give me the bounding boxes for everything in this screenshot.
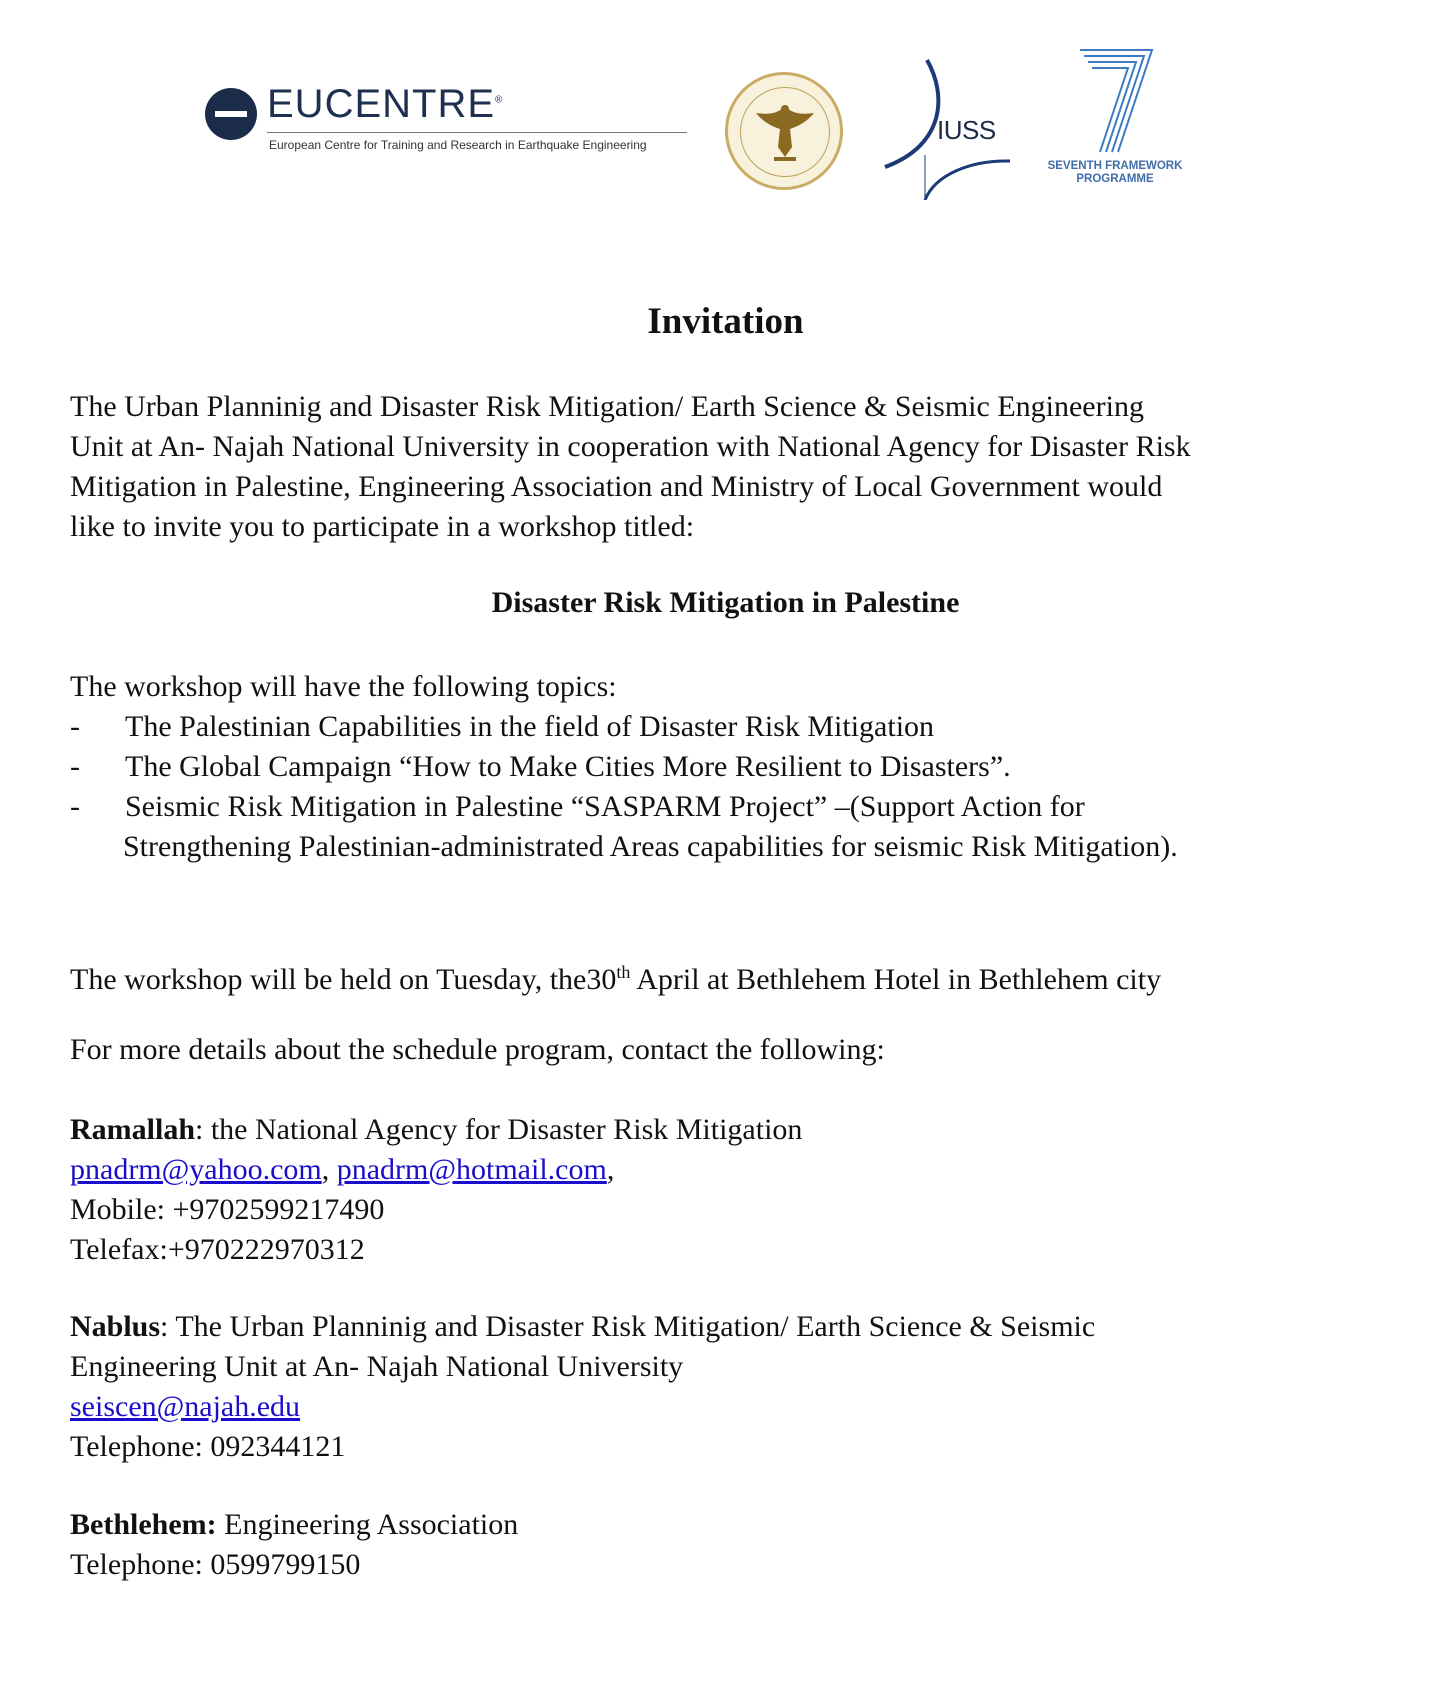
eucentre-name: EUCENTRE®	[267, 82, 504, 126]
university-seal-logo	[725, 72, 843, 190]
eagle-icon	[750, 95, 820, 167]
ramallah-label: Ramallah	[70, 1113, 196, 1146]
topic-text: The Global Campaign “How to Make Cities More Resilient to Disasters”.	[125, 750, 1011, 783]
bullet-dash: -	[70, 750, 80, 783]
ramallah-telefax: Telefax:+970222970312	[70, 1233, 365, 1266]
logo-strip	[185, 30, 1265, 200]
intro-line: Unit at An- Najah National University in cooperation with National Agency for Disaster Risk	[70, 430, 1191, 463]
fp7-logo	[1040, 42, 1190, 202]
schedule-line: The workshop will be held on Tuesday, the30th April at Bethlehem Hotel in Bethlehem city	[70, 962, 1162, 996]
intro-line: like to invite you to participate in a workshop titled:	[70, 510, 695, 543]
eucentre-logo	[205, 80, 690, 160]
iuss-logo	[875, 55, 1015, 200]
email-link-hotmail[interactable]: pnadrm@hotmail.com	[336, 1153, 607, 1186]
topic-text: The Palestinian Capabilities in the field of Disaster Risk Mitigation	[125, 710, 935, 743]
seven-icon	[1040, 42, 1190, 160]
contact-intro: For more details about the schedule program, contact the following:	[70, 1033, 885, 1066]
bethlehem-label: Bethlehem:	[70, 1508, 217, 1541]
workshop-title: Disaster Risk Mitigation in Palestine	[491, 586, 960, 619]
ramallah-mobile: Mobile: +9702599217490	[70, 1193, 385, 1226]
bullet-dash: -	[70, 790, 80, 823]
topics-intro: The workshop will have the following topics:	[70, 670, 617, 703]
bullet-dash: -	[70, 710, 80, 743]
topic-text-continued: Strengthening Palestinian-administrated Areas capabilities for seismic Risk Mitigation).	[123, 830, 1178, 863]
topic-text: Seismic Risk Mitigation in Palestine “SASPARM Project” –(Support Action for	[125, 790, 1085, 823]
nablus-telephone: Telephone: 092344121	[70, 1430, 346, 1463]
ramallah-emails: pnadrm@yahoo.com, pnadrm@hotmail.com,	[70, 1153, 615, 1186]
intro-line: Mitigation in Palestine, Engineering Association and Ministry of Local Government would	[70, 470, 1163, 503]
ramallah-heading: Ramallah: the National Agency for Disaster Risk Mitigation	[70, 1113, 803, 1146]
nablus-email	[70, 1387, 300, 1427]
intro-line: The Urban Planninig and Disaster Risk Mitigation/ Earth Science & Seismic Engineering	[70, 390, 1144, 423]
nablus-heading: Nablus: The Urban Planninig and Disaster Risk Mitigation/ Earth Science & Seismic	[70, 1310, 1096, 1343]
nablus-heading-continued: Engineering Unit at An- Najah National University	[70, 1350, 684, 1383]
fp7-caption: SEVENTH FRAMEWORK PROGRAMME	[1047, 160, 1183, 185]
intro-paragraph	[70, 387, 1400, 547]
email-link-yahoo[interactable]: pnadrm@yahoo.com	[70, 1153, 322, 1186]
eucentre-subtitle: European Centre for Training and Research in Earthquake Engineering	[269, 138, 647, 152]
eucentre-divider	[267, 132, 687, 133]
eucentre-emblem-icon	[205, 88, 257, 140]
email-link-najah[interactable]: seiscen@najah.edu	[70, 1390, 301, 1423]
bethlehem-telephone: Telephone: 0599799150	[70, 1548, 361, 1581]
bethlehem-heading: Bethlehem: Engineering Association	[70, 1508, 519, 1541]
page-title: Invitation	[647, 301, 804, 342]
nablus-label: Nablus	[70, 1310, 161, 1343]
iuss-name: IUSS	[937, 115, 996, 145]
